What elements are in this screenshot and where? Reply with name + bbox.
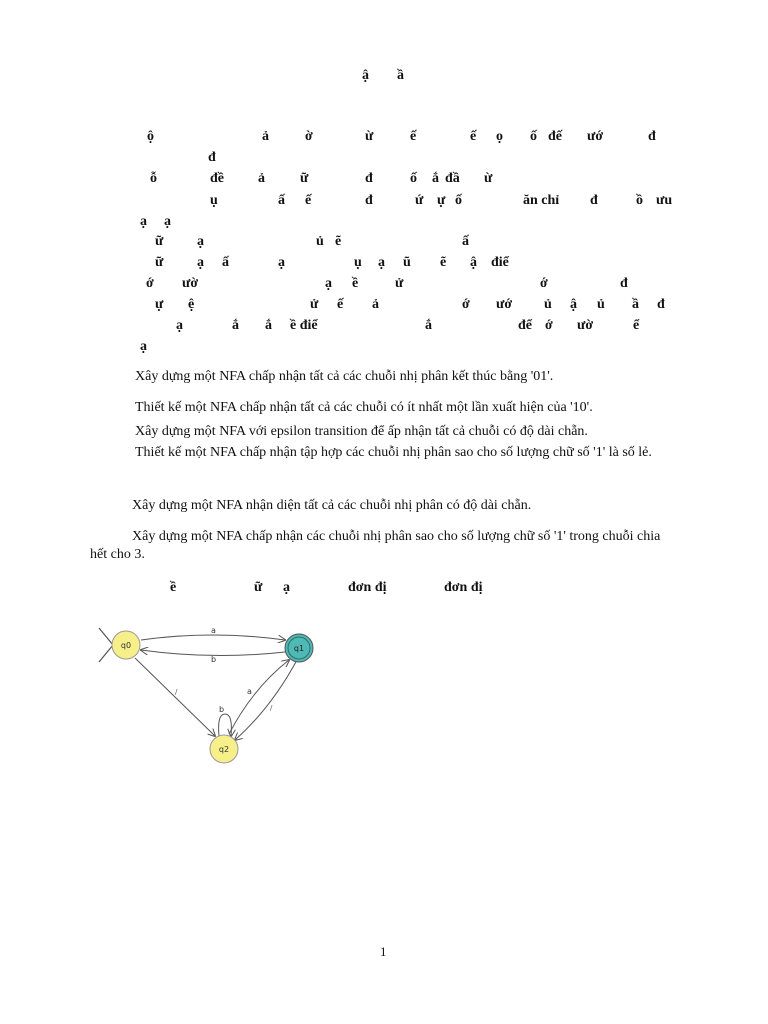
garbled-char: ạ: [197, 234, 204, 249]
garbled-char: để: [518, 318, 532, 333]
garbled-char: ủ: [316, 234, 324, 249]
edge-q0-q1: [141, 635, 285, 640]
edge-q1-q2: [235, 660, 297, 740]
garbled-char: ắ: [425, 318, 432, 333]
garbled-char: ạ: [378, 255, 385, 270]
garbled-char: đ: [648, 129, 656, 144]
state-label: q0: [120, 641, 132, 650]
garbled-char: ủ: [597, 297, 605, 312]
garbled-char: ạ: [197, 255, 204, 270]
garbled-char: ớ: [540, 276, 548, 291]
garbled-char: ữ: [155, 255, 164, 270]
garbled-char: ẽ: [335, 234, 342, 249]
edge-tick: /: [175, 688, 178, 696]
garbled-char: đ: [365, 193, 373, 208]
exercise-paragraph: Xây dựng một NFA nhận diện tất cả các chuỗi nhị phân có độ dài chẵn.: [132, 498, 532, 513]
edge-label: a: [247, 687, 252, 696]
exercise-paragraph: Thiết kế một NFA chấp nhận tất cả các chuỗi có ít nhất một lần xuất hiện của '10'.: [135, 400, 593, 415]
garbled-char: đầ: [445, 171, 460, 186]
garbled-char: ạ: [140, 339, 147, 354]
garbled-char: đề: [210, 171, 224, 186]
garbled-char: ứ: [415, 193, 424, 208]
page-number: 1: [380, 944, 387, 959]
garbled-char: ầ: [632, 297, 639, 312]
garbled-char: ớ: [462, 297, 470, 312]
edge-label: b: [211, 655, 217, 664]
title-fragment: ậ: [362, 68, 369, 83]
garbled-char: ạ: [278, 255, 285, 270]
garbled-char: ạ: [164, 214, 171, 229]
garbled-char: ắ: [232, 318, 239, 333]
nfa-diagram: [95, 618, 330, 778]
garbled-char: ế: [305, 193, 312, 208]
caption-fragment: ạ: [283, 580, 290, 595]
garbled-char: ấ: [278, 193, 285, 208]
garbled-char: ạ: [176, 318, 183, 333]
garbled-char: ậ: [570, 297, 577, 312]
garbled-char: ưu: [656, 193, 673, 208]
exercise-paragraph: Xây dựng một NFA chấp nhận các chuỗi nhị phân sao cho số lượng chữ số '1' trong chuỗi chia hết cho 3.: [90, 529, 661, 562]
garbled-char: ườ: [182, 276, 199, 291]
garbled-char: ả: [372, 297, 379, 312]
garbled-char: đế: [548, 129, 562, 144]
garbled-char: ớ: [545, 318, 553, 333]
garbled-char: đ: [657, 297, 665, 312]
garbled-char: ấ: [462, 234, 469, 249]
garbled-char: ử: [395, 276, 404, 291]
garbled-char: ố: [455, 193, 462, 208]
garbled-char: ề điể: [290, 318, 318, 333]
garbled-char: ăn chỉ: [523, 193, 560, 208]
garbled-char: ữ: [155, 234, 164, 249]
garbled-char: ẽ: [440, 255, 447, 270]
title-fragment: ầ: [397, 68, 404, 83]
garbled-char: ớ: [146, 276, 154, 291]
garbled-char: ạ: [140, 214, 147, 229]
garbled-char: ế: [470, 129, 477, 144]
start-arrow: [99, 628, 113, 662]
garbled-char: ử: [310, 297, 319, 312]
garbled-char: ấ: [222, 255, 229, 270]
caption-fragment: đơn đị: [444, 580, 483, 595]
garbled-char: ể: [633, 318, 640, 333]
caption-fragment: đơn đị: [348, 580, 387, 595]
edge-label: b: [219, 705, 225, 714]
edge-tick: /: [270, 704, 273, 712]
garbled-char: ạ: [325, 276, 332, 291]
garbled-char: ả: [258, 171, 265, 186]
garbled-char: ướ: [587, 129, 604, 144]
garbled-char: ệ: [188, 297, 195, 312]
garbled-char: ố: [530, 129, 537, 144]
caption-fragment: ữ: [254, 580, 263, 595]
exercise-paragraph: Xây dựng một NFA chấp nhận tất cả các chuỗi nhị phân kết thúc bằng '01'.: [135, 369, 554, 384]
garbled-char: ề: [352, 276, 359, 291]
exercise-paragraph: Thiết kế một NFA chấp nhận tập hợp các chuỗi nhị phân sao cho số lượng chữ số '1' là số lẻ.: [135, 445, 652, 460]
edge-q2-q1: [229, 660, 289, 734]
garbled-char: ũ: [403, 255, 411, 270]
garbled-char: ụ: [354, 255, 362, 270]
garbled-char: đ: [208, 150, 216, 165]
garbled-char: ụ: [210, 193, 218, 208]
garbled-char: ồ: [636, 193, 643, 208]
garbled-char: ế: [410, 129, 417, 144]
garbled-char: ướ: [496, 297, 513, 312]
caption-fragment: ề: [170, 580, 177, 595]
garbled-char: ậ: [470, 255, 477, 270]
garbled-char: ủ: [544, 297, 552, 312]
edge-label: a: [211, 626, 216, 635]
garbled-char: ả: [262, 129, 269, 144]
garbled-char: ữ: [300, 171, 309, 186]
garbled-char: điể: [491, 255, 509, 270]
garbled-char: ắ: [432, 171, 439, 186]
garbled-char: ự: [437, 193, 446, 208]
garbled-char: ế: [337, 297, 344, 312]
garbled-char: ỗ: [150, 171, 157, 186]
garbled-char: ừ: [365, 129, 374, 144]
garbled-char: ộ: [147, 129, 154, 144]
edge-q0-q2: [135, 658, 215, 736]
garbled-char: đ: [365, 171, 373, 186]
garbled-char: ờ: [305, 129, 313, 144]
garbled-char: ọ: [496, 129, 503, 144]
garbled-char: đ: [590, 193, 598, 208]
state-label: q1: [293, 644, 305, 653]
exercise-paragraph: Xây dựng một NFA với epsilon transition để ấp nhận tất cả chuỗi có độ dài chẵn.: [135, 424, 588, 439]
garbled-char: ắ: [265, 318, 272, 333]
state-label: q2: [218, 745, 230, 754]
garbled-char: ừ: [484, 171, 493, 186]
garbled-char: đ: [620, 276, 628, 291]
garbled-char: ố: [410, 171, 417, 186]
garbled-char: ự: [155, 297, 164, 312]
garbled-char: ườ: [577, 318, 594, 333]
